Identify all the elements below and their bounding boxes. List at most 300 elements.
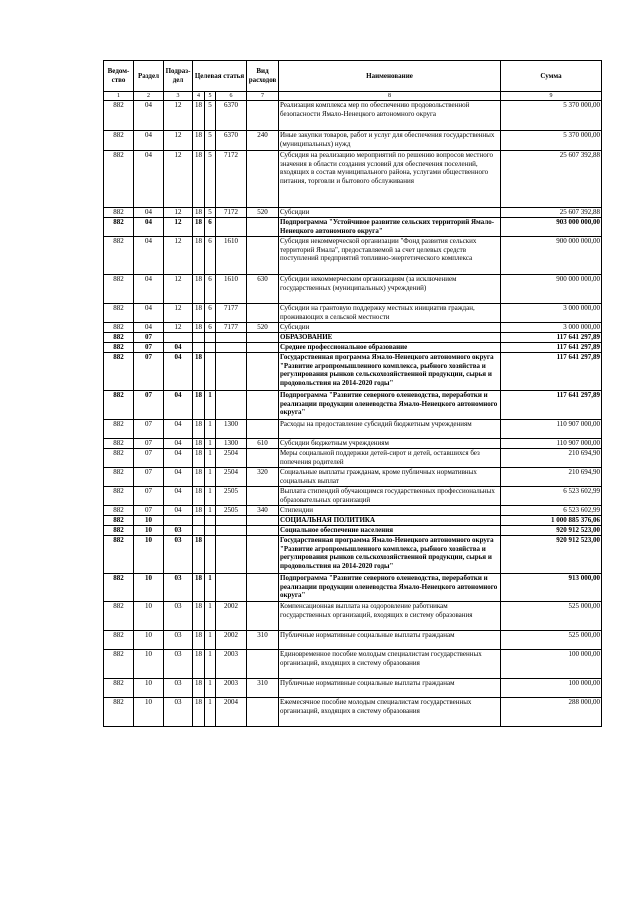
cell-razdel: 07 — [134, 449, 164, 468]
cell-vid-rashodov — [247, 516, 279, 526]
table-row — [104, 151, 602, 208]
table-row — [104, 468, 602, 487]
cell-direction — [216, 574, 247, 602]
cell-subprogram: 5 — [205, 151, 216, 208]
cell-sum: 913 000,00 — [501, 574, 602, 602]
cell-direction: 7172 — [216, 151, 247, 208]
cell-program — [193, 526, 205, 536]
cell-podrazdel: 12 — [164, 101, 193, 131]
cell-program: 18 — [193, 468, 205, 487]
cell-program: 18 — [193, 131, 205, 151]
table-row — [104, 650, 602, 679]
cell-sum: 210 694,90 — [501, 468, 602, 487]
cell-subprogram: 1 — [205, 650, 216, 679]
cell-podrazdel: 04 — [164, 439, 193, 449]
cell-direction: 7177 — [216, 323, 247, 333]
cell-program — [193, 516, 205, 526]
cell-program: 18 — [193, 237, 205, 275]
cell-name: Субсидии бюджетным учреждениям — [279, 439, 501, 449]
cell-program: 18 — [193, 218, 205, 237]
table-row — [104, 536, 602, 574]
cell-name: Субсидии на грантовую поддержку местных инициатив граждан, проживающих в сельской местности — [279, 304, 501, 323]
cell-razdel: 04 — [134, 208, 164, 218]
cell-vid-rashodov — [247, 650, 279, 679]
table-row — [104, 698, 602, 727]
table-row — [104, 506, 602, 516]
cell-name: Компенсационная выплата на оздоровление работникам государственных организаций, входящих в систему образования — [279, 602, 501, 631]
cell-name: Субсидия на реализацию мероприятий по решению вопросов местного значения в области создания условий для обеспечения поселений, входящих в состав муниципального района, услугами общественного питания, торговли и бытового обслуживания — [279, 151, 501, 208]
column-number: 4 — [193, 92, 205, 101]
cell-razdel: 10 — [134, 698, 164, 727]
cell-sum: 900 000 000,00 — [501, 275, 602, 304]
cell-vedomstvo: 882 — [104, 151, 134, 208]
table-row — [104, 420, 602, 439]
column-number-row — [104, 92, 602, 101]
table-row — [104, 343, 602, 353]
cell-vid-rashodov — [247, 343, 279, 353]
cell-vid-rashodov — [247, 536, 279, 574]
cell-vid-rashodov — [247, 333, 279, 343]
cell-podrazdel: 04 — [164, 420, 193, 439]
cell-subprogram: 1 — [205, 698, 216, 727]
cell-name: Меры социальной поддержки детей-сирот и детей, оставшихся без попечения родителей — [279, 449, 501, 468]
table-row — [104, 487, 602, 506]
cell-vid-rashodov: 320 — [247, 468, 279, 487]
cell-podrazdel: 03 — [164, 574, 193, 602]
cell-razdel: 07 — [134, 353, 164, 391]
cell-subprogram — [205, 516, 216, 526]
cell-program: 18 — [193, 506, 205, 516]
cell-name: Расходы на предоставление субсидий бюджетным учреждениям — [279, 420, 501, 439]
cell-podrazdel: 03 — [164, 602, 193, 631]
cell-vedomstvo: 882 — [104, 468, 134, 487]
cell-program — [193, 343, 205, 353]
cell-razdel: 04 — [134, 151, 164, 208]
cell-vid-rashodov — [247, 237, 279, 275]
cell-podrazdel: 12 — [164, 275, 193, 304]
cell-name: Публичные нормативные социальные выплаты гражданам — [279, 631, 501, 650]
cell-podrazdel: 12 — [164, 218, 193, 237]
cell-program: 18 — [193, 275, 205, 304]
table-row — [104, 304, 602, 323]
cell-razdel: 10 — [134, 631, 164, 650]
cell-vedomstvo: 882 — [104, 333, 134, 343]
column-number: 3 — [164, 92, 193, 101]
cell-sum: 6 523 602,99 — [501, 487, 602, 506]
cell-podrazdel — [164, 333, 193, 343]
cell-sum: 1 000 885 376,06 — [501, 516, 602, 526]
cell-subprogram: 5 — [205, 101, 216, 131]
cell-vedomstvo: 882 — [104, 131, 134, 151]
cell-vedomstvo: 882 — [104, 304, 134, 323]
cell-vedomstvo: 882 — [104, 487, 134, 506]
cell-direction — [216, 343, 247, 353]
cell-podrazdel: 12 — [164, 304, 193, 323]
cell-direction: 1610 — [216, 237, 247, 275]
cell-name: Публичные нормативные социальные выплаты гражданам — [279, 679, 501, 698]
cell-direction: 2505 — [216, 487, 247, 506]
cell-name: Среднее профессиональное образование — [279, 343, 501, 353]
cell-direction: 7172 — [216, 208, 247, 218]
cell-razdel: 04 — [134, 131, 164, 151]
cell-name: Субсидии — [279, 323, 501, 333]
cell-vedomstvo: 882 — [104, 323, 134, 333]
cell-vid-rashodov: 240 — [247, 131, 279, 151]
cell-sum: 110 907 000,00 — [501, 439, 602, 449]
cell-sum: 920 912 523,00 — [501, 526, 602, 536]
table-body — [104, 101, 602, 727]
cell-vedomstvo: 882 — [104, 574, 134, 602]
cell-razdel: 07 — [134, 343, 164, 353]
column-number: 6 — [216, 92, 247, 101]
header-razdel: Раздел — [134, 61, 164, 92]
table-row — [104, 679, 602, 698]
cell-name: Социальные выплаты гражданам, кроме публичных нормативных социальных выплат — [279, 468, 501, 487]
cell-subprogram — [205, 536, 216, 574]
cell-program: 18 — [193, 487, 205, 506]
cell-vedomstvo: 882 — [104, 439, 134, 449]
cell-name: Ежемесячное пособие молодым специалистам государственных организаций, входящих в систему образования — [279, 698, 501, 727]
cell-razdel: 10 — [134, 526, 164, 536]
cell-vedomstvo: 882 — [104, 275, 134, 304]
cell-name: Государственная программа Ямало-Ненецкого автономного округа "Развитие агропромышленного комплекса, рыбного хозяйства и регулирования рынков сельскохозяйственной продукции, сырья и продовольствия на 2014-2020 годы" — [279, 353, 501, 391]
cell-name: Выплата стипендий обучающимся государственных профессиональных образовательных организаций — [279, 487, 501, 506]
cell-direction: 1610 — [216, 275, 247, 304]
cell-program: 18 — [193, 650, 205, 679]
header-sum: Сумма — [501, 61, 602, 92]
cell-razdel: 04 — [134, 237, 164, 275]
cell-podrazdel: 12 — [164, 151, 193, 208]
table-row — [104, 574, 602, 602]
cell-vedomstvo: 882 — [104, 101, 134, 131]
table-row — [104, 439, 602, 449]
cell-vedomstvo: 882 — [104, 353, 134, 391]
cell-direction: 2504 — [216, 449, 247, 468]
cell-direction — [216, 218, 247, 237]
cell-razdel: 04 — [134, 304, 164, 323]
cell-podrazdel: 04 — [164, 506, 193, 516]
cell-program: 18 — [193, 208, 205, 218]
cell-razdel: 04 — [134, 323, 164, 333]
cell-program: 18 — [193, 536, 205, 574]
table-row — [104, 602, 602, 631]
cell-name: Социальное обеспечение населения — [279, 526, 501, 536]
cell-direction — [216, 391, 247, 420]
cell-program: 18 — [193, 391, 205, 420]
cell-razdel: 07 — [134, 468, 164, 487]
cell-vid-rashodov — [247, 420, 279, 439]
cell-name: Субсидии некоммерческим организациям (за исключением государственных (муниципальных) учреждений) — [279, 275, 501, 304]
cell-razdel: 04 — [134, 218, 164, 237]
table-row — [104, 516, 602, 526]
cell-vid-rashodov — [247, 602, 279, 631]
cell-sum: 288 000,00 — [501, 698, 602, 727]
cell-name: Субсидии — [279, 208, 501, 218]
cell-vid-rashodov: 310 — [247, 631, 279, 650]
cell-direction: 2002 — [216, 602, 247, 631]
cell-vedomstvo: 882 — [104, 526, 134, 536]
cell-direction: 2003 — [216, 650, 247, 679]
cell-razdel: 07 — [134, 487, 164, 506]
cell-subprogram: 6 — [205, 218, 216, 237]
cell-vid-rashodov — [247, 574, 279, 602]
cell-vid-rashodov: 630 — [247, 275, 279, 304]
cell-vedomstvo: 882 — [104, 237, 134, 275]
cell-program: 18 — [193, 631, 205, 650]
cell-subprogram: 1 — [205, 574, 216, 602]
cell-subprogram: 6 — [205, 323, 216, 333]
cell-sum: 117 641 297,89 — [501, 391, 602, 420]
cell-subprogram: 1 — [205, 391, 216, 420]
cell-sum: 100 000,00 — [501, 679, 602, 698]
column-number: 8 — [279, 92, 501, 101]
cell-direction: 6370 — [216, 101, 247, 131]
cell-podrazdel: 04 — [164, 343, 193, 353]
cell-direction — [216, 353, 247, 391]
table-header-row — [104, 61, 602, 92]
cell-name: Подпрограмма "Развитие северного оленеводства, переработки и реализации продукции оленеводства Ямало-Ненецкого автономного округа" — [279, 391, 501, 420]
cell-direction: 2004 — [216, 698, 247, 727]
table-row — [104, 333, 602, 343]
cell-program: 18 — [193, 449, 205, 468]
cell-vid-rashodov — [247, 526, 279, 536]
cell-direction: 2003 — [216, 679, 247, 698]
cell-subprogram: 1 — [205, 679, 216, 698]
cell-sum: 5 370 000,00 — [501, 131, 602, 151]
cell-podrazdel: 12 — [164, 131, 193, 151]
cell-direction — [216, 516, 247, 526]
cell-program: 18 — [193, 101, 205, 131]
cell-subprogram: 6 — [205, 304, 216, 323]
cell-podrazdel: 12 — [164, 208, 193, 218]
cell-subprogram: 1 — [205, 631, 216, 650]
cell-direction: 1300 — [216, 420, 247, 439]
cell-direction — [216, 536, 247, 574]
cell-vedomstvo: 882 — [104, 679, 134, 698]
cell-subprogram: 6 — [205, 275, 216, 304]
cell-vedomstvo: 882 — [104, 420, 134, 439]
cell-sum: 117 641 297,89 — [501, 333, 602, 343]
column-number: 7 — [247, 92, 279, 101]
cell-direction: 2505 — [216, 506, 247, 516]
cell-name: Государственная программа Ямало-Ненецкого автономного округа "Развитие агропромышленного комплекса, рыбного хозяйства и регулирования рынков сельскохозяйственной продукции, сырья и продовольствия на 2014-2020 годы" — [279, 536, 501, 574]
cell-name: Стипендии — [279, 506, 501, 516]
cell-direction: 2504 — [216, 468, 247, 487]
cell-name: СОЦИАЛЬНАЯ ПОЛИТИКА — [279, 516, 501, 526]
column-number: 9 — [501, 92, 602, 101]
cell-podrazdel: 03 — [164, 698, 193, 727]
cell-podrazdel — [164, 516, 193, 526]
cell-razdel: 10 — [134, 536, 164, 574]
cell-subprogram: 1 — [205, 449, 216, 468]
table-row — [104, 391, 602, 420]
cell-subprogram: 1 — [205, 468, 216, 487]
cell-direction: 6370 — [216, 131, 247, 151]
cell-vid-rashodov — [247, 304, 279, 323]
cell-razdel: 10 — [134, 574, 164, 602]
cell-podrazdel: 04 — [164, 449, 193, 468]
cell-program: 18 — [193, 420, 205, 439]
cell-sum: 5 370 000,00 — [501, 101, 602, 131]
cell-razdel: 07 — [134, 439, 164, 449]
cell-name: ОБРАЗОВАНИЕ — [279, 333, 501, 343]
cell-vedomstvo: 882 — [104, 449, 134, 468]
cell-sum: 900 000 000,00 — [501, 237, 602, 275]
budget-table — [103, 60, 602, 727]
cell-direction — [216, 333, 247, 343]
cell-sum: 6 523 602,99 — [501, 506, 602, 516]
header-name: Наименование — [279, 61, 501, 92]
cell-program: 18 — [193, 679, 205, 698]
cell-vedomstvo: 882 — [104, 536, 134, 574]
cell-vedomstvo: 882 — [104, 516, 134, 526]
cell-vid-rashodov — [247, 353, 279, 391]
cell-name: Субсидия некоммерческой организации "Фонд развития сельских территорий Ямала", предоставляемой за счет целевых средств поступлений предприятий топливно-энергетического комплекса — [279, 237, 501, 275]
cell-sum: 117 641 297,89 — [501, 353, 602, 391]
cell-vid-rashodov — [247, 698, 279, 727]
cell-subprogram: 1 — [205, 487, 216, 506]
column-number: 2 — [134, 92, 164, 101]
table-row — [104, 449, 602, 468]
cell-subprogram — [205, 353, 216, 391]
cell-subprogram: 1 — [205, 439, 216, 449]
cell-sum: 3 000 000,00 — [501, 323, 602, 333]
header-podrazdel: Подраз-дел — [164, 61, 193, 92]
cell-vid-rashodov — [247, 151, 279, 208]
cell-vedomstvo: 882 — [104, 631, 134, 650]
cell-razdel: 10 — [134, 679, 164, 698]
cell-vedomstvo: 882 — [104, 391, 134, 420]
cell-podrazdel: 03 — [164, 679, 193, 698]
cell-vedomstvo: 882 — [104, 650, 134, 679]
cell-sum: 525 000,00 — [501, 602, 602, 631]
table-row — [104, 526, 602, 536]
cell-vid-rashodov: 310 — [247, 679, 279, 698]
cell-razdel: 04 — [134, 275, 164, 304]
table-row — [104, 275, 602, 304]
cell-podrazdel: 04 — [164, 468, 193, 487]
cell-direction: 2002 — [216, 631, 247, 650]
cell-vedomstvo: 882 — [104, 506, 134, 516]
cell-program: 18 — [193, 323, 205, 333]
cell-vid-rashodov — [247, 218, 279, 237]
cell-direction: 7177 — [216, 304, 247, 323]
cell-vid-rashodov: 340 — [247, 506, 279, 516]
cell-subprogram — [205, 343, 216, 353]
cell-vedomstvo: 882 — [104, 208, 134, 218]
table-row — [104, 237, 602, 275]
table-row — [104, 353, 602, 391]
cell-razdel: 04 — [134, 101, 164, 131]
cell-vid-rashodov — [247, 391, 279, 420]
cell-vid-rashodov: 610 — [247, 439, 279, 449]
header-ved: Ведом-ство — [104, 61, 134, 92]
cell-razdel: 10 — [134, 650, 164, 679]
cell-direction — [216, 526, 247, 536]
table-row — [104, 131, 602, 151]
cell-subprogram — [205, 526, 216, 536]
cell-name: Единовременное пособие молодым специалистам государственных организаций, входящих в систему образования — [279, 650, 501, 679]
cell-subprogram — [205, 333, 216, 343]
cell-razdel: 10 — [134, 516, 164, 526]
cell-subprogram: 1 — [205, 506, 216, 516]
cell-direction: 1300 — [216, 439, 247, 449]
cell-vid-rashodov: 520 — [247, 208, 279, 218]
cell-podrazdel: 04 — [164, 353, 193, 391]
cell-program: 18 — [193, 151, 205, 208]
cell-sum: 210 694,90 — [501, 449, 602, 468]
cell-name: Иные закупки товаров, работ и услуг для обеспечения государственных (муниципальных) нужд — [279, 131, 501, 151]
cell-podrazdel: 03 — [164, 650, 193, 679]
cell-vid-rashodov — [247, 487, 279, 506]
cell-sum: 25 607 392,88 — [501, 208, 602, 218]
cell-vid-rashodov: 520 — [247, 323, 279, 333]
cell-sum: 920 912 523,00 — [501, 536, 602, 574]
cell-sum: 903 000 000,00 — [501, 218, 602, 237]
cell-subprogram: 5 — [205, 131, 216, 151]
table-row — [104, 101, 602, 131]
cell-sum: 25 607 392,88 — [501, 151, 602, 208]
cell-subprogram: 5 — [205, 208, 216, 218]
cell-program: 18 — [193, 353, 205, 391]
cell-podrazdel: 04 — [164, 487, 193, 506]
cell-razdel: 10 — [134, 602, 164, 631]
cell-program: 18 — [193, 439, 205, 449]
cell-program: 18 — [193, 574, 205, 602]
cell-razdel: 07 — [134, 391, 164, 420]
cell-sum: 110 907 000,00 — [501, 420, 602, 439]
column-number: 5 — [205, 92, 216, 101]
cell-sum: 3 000 000,00 — [501, 304, 602, 323]
cell-vedomstvo: 882 — [104, 698, 134, 727]
cell-vid-rashodov — [247, 101, 279, 131]
cell-podrazdel: 03 — [164, 536, 193, 574]
cell-vedomstvo: 882 — [104, 218, 134, 237]
header-csr: Целевая статья — [193, 61, 247, 92]
table-row — [104, 208, 602, 218]
cell-sum: 117 641 297,89 — [501, 343, 602, 353]
table-row — [104, 631, 602, 650]
cell-name: Подпрограмма "Развитие северного оленеводства, переработки и реализации продукции оленеводства Ямало-Ненецкого автономного округа" — [279, 574, 501, 602]
cell-podrazdel: 04 — [164, 391, 193, 420]
cell-vedomstvo: 882 — [104, 343, 134, 353]
cell-name: Подпрограмма "Устойчивое развитие сельских территорий Ямало-Ненецкого автономного округа" — [279, 218, 501, 237]
cell-razdel: 07 — [134, 333, 164, 343]
header-vid: Вид расходов — [247, 61, 279, 92]
cell-subprogram: 6 — [205, 237, 216, 275]
cell-razdel: 07 — [134, 420, 164, 439]
cell-podrazdel: 03 — [164, 526, 193, 536]
cell-sum: 100 000,00 — [501, 650, 602, 679]
table-row — [104, 323, 602, 333]
cell-podrazdel: 03 — [164, 631, 193, 650]
cell-program — [193, 333, 205, 343]
cell-program: 18 — [193, 698, 205, 727]
column-number: 1 — [104, 92, 134, 101]
cell-razdel: 07 — [134, 506, 164, 516]
cell-sum: 525 000,00 — [501, 631, 602, 650]
cell-vedomstvo: 882 — [104, 602, 134, 631]
cell-subprogram: 1 — [205, 420, 216, 439]
cell-program: 18 — [193, 304, 205, 323]
cell-podrazdel: 12 — [164, 237, 193, 275]
cell-podrazdel: 12 — [164, 323, 193, 333]
table-row — [104, 218, 602, 237]
cell-name: Реализация комплекса мер по обеспечению продовольственной безопасности Ямало-Ненецкого автономного округа — [279, 101, 501, 131]
cell-program: 18 — [193, 602, 205, 631]
cell-vid-rashodov — [247, 449, 279, 468]
cell-subprogram: 1 — [205, 602, 216, 631]
